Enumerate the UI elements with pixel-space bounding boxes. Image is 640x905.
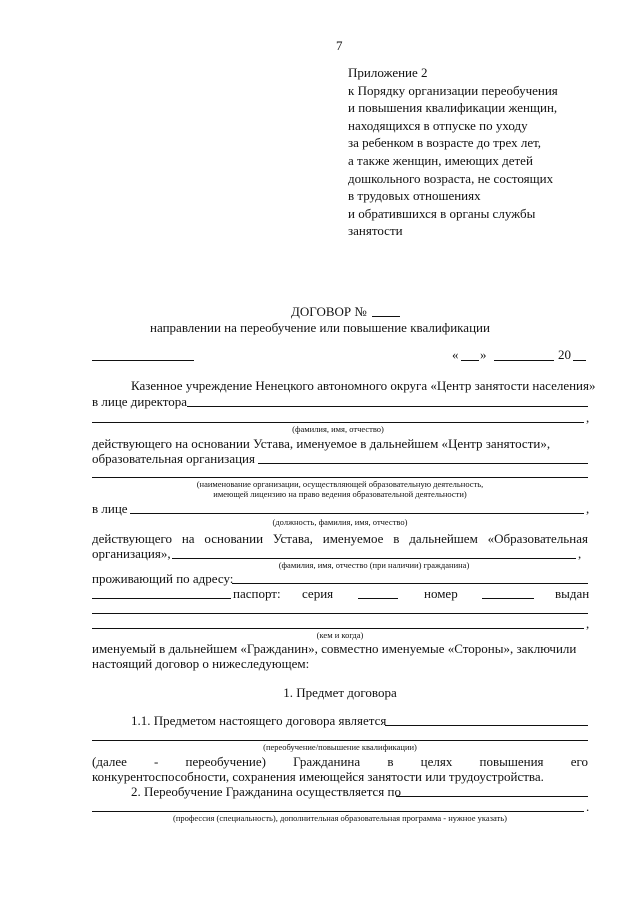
passport-label: паспорт: xyxy=(233,586,281,601)
contract-number-line xyxy=(372,316,400,317)
issued-line-2 xyxy=(92,628,584,629)
date-close-quote: » xyxy=(480,347,487,362)
p12-text: 2. Переобучение Гражданина осуществляется по xyxy=(131,784,401,799)
comma: , xyxy=(578,546,582,561)
hint-fio-citizen: (фамилия, имя, отчество (при наличии) гражданина) xyxy=(278,560,470,570)
p11-text: 1.1. Предметом настоящего договора является xyxy=(131,713,387,728)
p11-continuation: (далее - переобучение) Гражданина в целях повышения его xyxy=(92,754,588,769)
director-label: в лице директора xyxy=(92,394,188,409)
appendix-line: дошкольного возраста, не состоящих xyxy=(348,170,554,186)
in-face-line xyxy=(130,513,584,514)
place-line xyxy=(92,360,194,361)
para-center-name: Казенное учреждение Ненецкого автономного округа «Центр занятости населения» xyxy=(131,378,596,393)
date-month-line xyxy=(494,360,554,361)
section-heading: 1. Предмет договора xyxy=(283,685,397,700)
hint-org-1: (наименование организации, осуществляющей образовательную деятельность, xyxy=(196,479,484,489)
appendix-line: и обратившихся в органы службы xyxy=(348,205,536,221)
p11-end: конкурентоспособности, сохранения имеющейся занятости или трудоустройства. xyxy=(92,769,544,784)
address-line-2 xyxy=(92,598,231,599)
comma: , xyxy=(586,501,590,516)
appendix-line: занятости xyxy=(348,223,403,239)
edu-org-line xyxy=(258,463,588,464)
appendix-line: а также женщин, имеющих детей xyxy=(348,152,533,168)
period: . xyxy=(586,799,590,814)
acting-edu-org: действующего на основании Устава, именуемое в дальнейшем «Образовательная xyxy=(92,531,588,546)
hint-retraining: (переобучение/повышение квалификации) xyxy=(263,742,417,752)
address-line xyxy=(232,583,588,584)
p11-line xyxy=(385,725,588,726)
concluded: настоящий договор о нижеследующем: xyxy=(92,656,310,671)
comma: , xyxy=(586,410,590,425)
date-year-line xyxy=(573,360,586,361)
p12-line xyxy=(396,796,588,797)
edu-org-named: организация», xyxy=(92,546,171,561)
page-number: 7 xyxy=(336,38,343,53)
appendix-line: находящихся в отпуске по уходу xyxy=(348,117,528,133)
hint-org-2: имеющей лицензию на право ведения образовательной деятельности) xyxy=(213,489,467,499)
acting-center: действующего на основании Устава, именуемое в дальнейшем «Центр занятости», xyxy=(92,436,551,451)
director-line xyxy=(187,406,588,407)
comma: , xyxy=(586,616,590,631)
hint-fio: (фамилия, имя, отчество) xyxy=(292,424,384,434)
hint-position: (должность, фамилия, имя, отчество) xyxy=(272,517,408,527)
date-year: 20 xyxy=(558,347,571,362)
series-label: серия xyxy=(302,586,334,601)
number-line xyxy=(482,598,534,599)
contract-title: ДОГОВОР № xyxy=(291,304,367,319)
series-line xyxy=(358,598,398,599)
director-line-2 xyxy=(92,422,584,423)
issued-label: выдан xyxy=(555,586,590,601)
date-day-line xyxy=(461,360,479,361)
p12-line-2 xyxy=(92,811,584,812)
edu-org-line-2 xyxy=(92,477,588,478)
appendix-line: в трудовых отношениях xyxy=(348,188,481,204)
number-label: номер xyxy=(424,586,458,601)
in-face-label: в лице xyxy=(92,501,128,516)
citizen-name-line xyxy=(172,558,576,559)
p11-line-2 xyxy=(92,740,588,741)
appendix-title: Приложение 2 xyxy=(348,65,428,80)
address-label: проживающий по адресу: xyxy=(92,571,234,586)
appendix-line: и повышения квалификации женщин, xyxy=(348,100,558,116)
date-open-quote: « xyxy=(452,347,459,362)
contract-subtitle: направлении на переобучение или повышение квалификации xyxy=(150,320,490,335)
hint-by-whom: (кем и когда) xyxy=(316,630,364,640)
appendix-block xyxy=(348,64,558,240)
edu-org-label: образовательная организация xyxy=(92,451,255,466)
hint-profession: (профессия (специальность), дополнительная образовательная программа - нужное указать) xyxy=(173,813,507,823)
appendix-line: за ребенком в возрасте до трех лет, xyxy=(348,135,542,151)
issued-line xyxy=(92,613,588,614)
appendix-line: к Порядку организации переобучения xyxy=(348,82,558,98)
named-citizen: именуемый в дальнейшем «Гражданин», совместно именуемые «Стороны», заключили xyxy=(92,641,577,656)
